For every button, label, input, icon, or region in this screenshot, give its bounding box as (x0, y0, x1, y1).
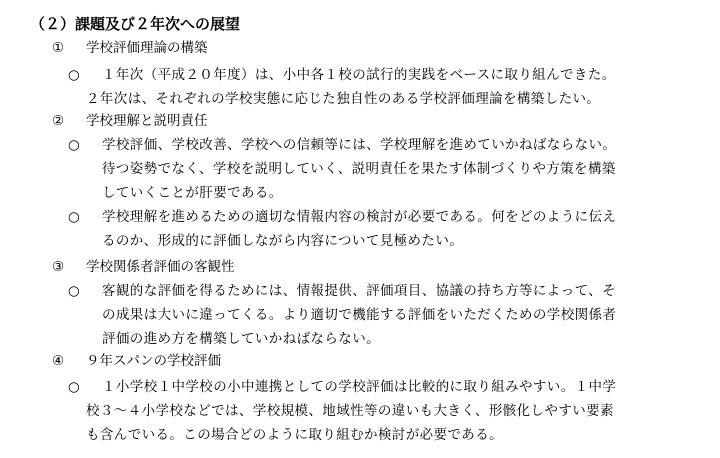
paragraph-line: １小学校１中学校の小中連携としての学校評価は比較的に取り組みやすい。１中学 (102, 379, 617, 395)
section-title-3: 学校関係者評価の客観性 (86, 259, 235, 275)
paragraph-line: １年次（平成２０年度）は、小中各１校の試行的実践をベースに取り組んできた。 (102, 67, 616, 83)
section-number-2: ② (52, 113, 65, 129)
bullet-marker: ○ (68, 137, 80, 153)
paragraph-line: 学校理解を進めるための適切な情報内容の検討が必要である。何をどのように伝え (102, 209, 617, 225)
bullet-marker: ○ (68, 67, 80, 83)
paragraph-line: 評価の進め方を構築していかねばならない。 (102, 331, 380, 347)
paragraph-line: の成果は大いに違ってくる。より適切で機能する評価をいただくための学校関係者 (102, 307, 617, 323)
section-number-4: ④ (52, 353, 65, 369)
paragraph-line: 待つ姿勢でなく、学校を説明していく、説明責任を果たす体制づくりや方策を構築 (102, 161, 616, 177)
section-number-3: ③ (52, 259, 65, 275)
paragraph-line: 校３～４小学校などでは、学校規模、地域性等の違いも大きく、形骸化しやすい要素 (86, 403, 614, 419)
paragraph-line: ２年次は、それぞれの学校実態に応じた独自性のある学校評価理論を構築したい。 (86, 91, 601, 107)
paragraph-line: 学校評価、学校改善、学校への信頼等には、学校理解を進めていかねばならない。 (102, 137, 617, 153)
section-title-4: ９年スパンの学校評価 (86, 353, 221, 369)
bullet-marker: ○ (68, 283, 80, 299)
bullet-marker: ○ (68, 209, 80, 225)
section-title-2: 学校理解と説明責任 (86, 113, 208, 129)
section-heading: （２）課題及び２年次への展望 (30, 15, 241, 33)
paragraph-line: 客観的な評価を得るためには、情報提供、評価項目、協議の持ち方等によって、そ (102, 283, 617, 299)
section-number-1: ① (52, 40, 65, 56)
paragraph-line: るのか、形成的に評価しながら内容について見極めたい。 (102, 233, 464, 249)
paragraph-line: も含んでいる。この場合どのように取り組むか検討が必要である。 (86, 427, 503, 443)
paragraph-line: していくことが肝要である。 (102, 185, 283, 201)
bullet-marker: ○ (68, 379, 80, 395)
section-title-1: 学校評価理論の構築 (86, 40, 208, 56)
